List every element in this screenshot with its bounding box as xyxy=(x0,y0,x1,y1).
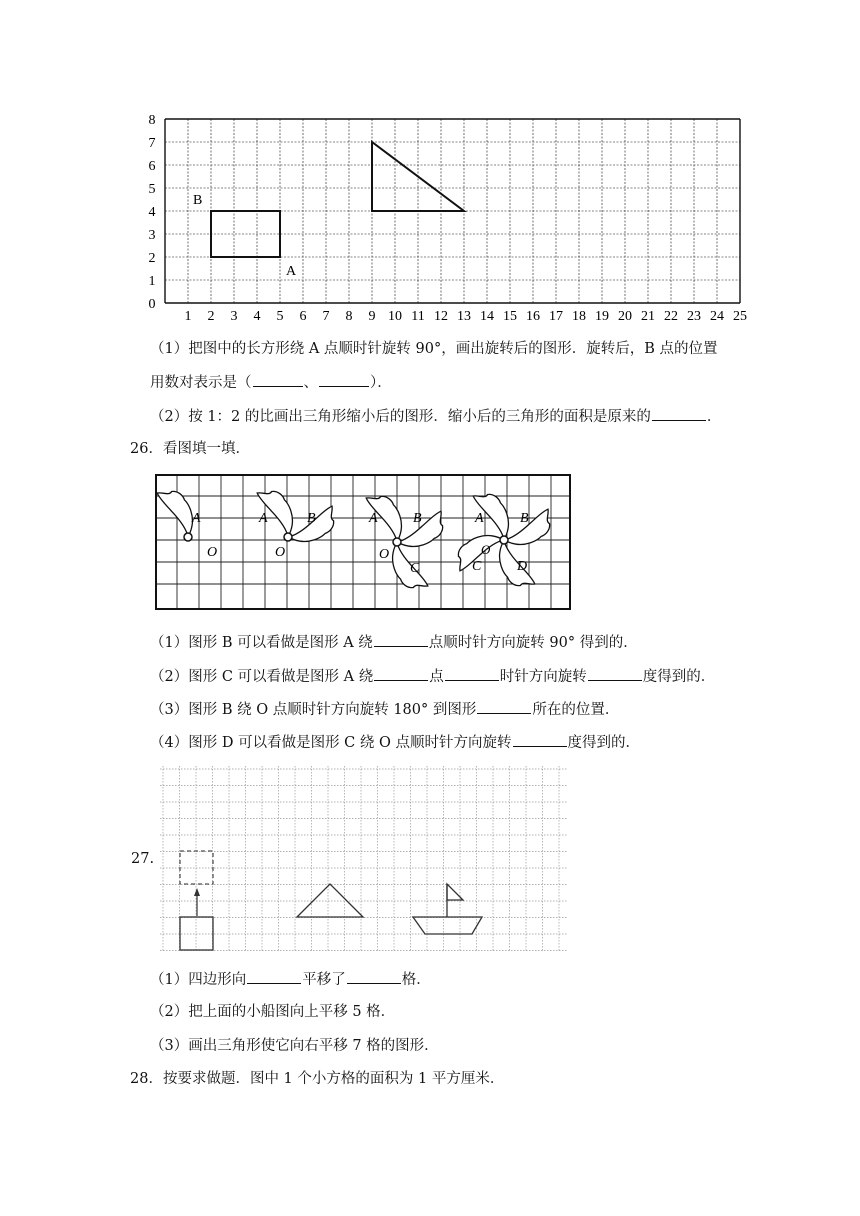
q26-l2-prefix: （2）图形 C 可以看做是图形 A 绕 xyxy=(150,669,374,685)
q26-l3-prefix: （3）图形 B 绕 O 点顺时针方向旋转 180° 到图形 xyxy=(150,702,477,718)
q25-part2-text: （2）按 1：2 的比画出三角形缩小后的图形．缩小后的三角形的面积是原来的 xyxy=(150,409,651,425)
center-o xyxy=(184,533,192,541)
q26-l1-suffix: 点顺时针方向旋转 90° 得到的． xyxy=(428,635,638,651)
q26-l2-mid1: 点 xyxy=(429,669,444,685)
flower2-label-o: O xyxy=(275,545,286,560)
answer-blank[interactable] xyxy=(445,666,499,681)
q25-part1-line2 xyxy=(150,372,392,393)
x-tick-label: 23 xyxy=(687,309,701,324)
flower4-label-a: A xyxy=(475,511,484,526)
x-tick-label: 3 xyxy=(230,309,238,324)
flower2-label-a: A xyxy=(259,511,268,526)
q25-line2-suffix: ）． xyxy=(370,375,392,391)
center-o xyxy=(393,538,401,546)
y-tick-label: 0 xyxy=(148,297,156,312)
q26-part4 xyxy=(150,732,640,753)
q26-l1-prefix: （1）图形 B 可以看做是图形 A 绕 xyxy=(150,635,373,651)
x-tick-label: 7 xyxy=(322,309,330,324)
x-tick-label: 25 xyxy=(733,309,747,324)
x-tick-label: 15 xyxy=(503,309,517,324)
flower3-label-c: C xyxy=(410,561,420,576)
flower1-label-o: O xyxy=(207,545,218,560)
q27-l1-mid: 平移了 xyxy=(302,972,346,988)
x-tick-label: 20 xyxy=(618,309,632,324)
answer-blank-squares[interactable] xyxy=(347,969,401,984)
q26-l2-suffix: 度得到的． xyxy=(642,669,716,685)
x-tick-label: 24 xyxy=(710,309,724,324)
q26-title: 26．看图填一填． xyxy=(130,441,250,457)
q25-part2 xyxy=(150,406,721,427)
q27-l1-prefix: （1）四边形向 xyxy=(150,972,247,988)
flower-rotation-figure xyxy=(155,474,571,610)
q26-l4-prefix: （4）图形 D 可以看做是图形 C 绕 O 点顺时针方向旋转 xyxy=(150,735,512,751)
q26-l4-suffix: 度得到的． xyxy=(567,735,640,751)
answer-blank[interactable] xyxy=(588,666,642,681)
q27-number: 27. xyxy=(131,851,155,867)
triangle-shape xyxy=(297,884,363,917)
flower-group-3 xyxy=(360,494,446,591)
y-tick-label: 5 xyxy=(148,182,156,197)
q25-line2-separator: 、 xyxy=(303,375,318,391)
q27-part1 xyxy=(150,969,431,990)
x-tick-label: 11 xyxy=(411,309,425,324)
translation-grid-figure xyxy=(160,766,568,954)
q28-title: 28．按要求做题．图中 1 个小方格的面积为 1 平方厘米． xyxy=(130,1071,505,1087)
dotted-grid-lines xyxy=(160,766,568,952)
q25-part1-line1: （1）把图中的长方形绕 A 点顺时针旋转 90°，画出旋转后的图形．旋转后，B 点的位置 xyxy=(150,341,718,357)
up-arrow-head xyxy=(194,888,200,896)
q26-part2 xyxy=(150,666,715,687)
quadrilateral-square xyxy=(180,917,213,950)
flower2-label-b: B xyxy=(307,511,316,526)
x-tick-label: 18 xyxy=(572,309,586,324)
q26-l2-mid2: 时针方向旋转 xyxy=(499,669,587,685)
boat-shape xyxy=(413,884,482,934)
coordinate-grid-figure xyxy=(140,108,760,328)
q26-part3 xyxy=(150,699,619,720)
x-tick-label: 10 xyxy=(388,309,402,324)
flower4-label-b: B xyxy=(520,511,529,526)
x-tick-label: 2 xyxy=(207,309,215,324)
petal-a xyxy=(467,492,514,541)
boat-hull xyxy=(413,917,482,934)
x-tick-label: 9 xyxy=(368,309,376,324)
q25-line2-prefix: 用数对表示是（ xyxy=(150,375,252,391)
x-tick-label: 8 xyxy=(345,309,353,324)
answer-blank[interactable] xyxy=(374,666,428,681)
q26-part1 xyxy=(150,632,638,653)
y-tick-label: 7 xyxy=(148,136,156,151)
x-tick-label: 4 xyxy=(253,309,261,324)
x-tick-label: 13 xyxy=(457,309,471,324)
point-a-label: A xyxy=(286,264,297,279)
flower3-label-b: B xyxy=(413,511,422,526)
flower1-label-a: A xyxy=(192,511,201,526)
flower3-label-a: A xyxy=(369,511,378,526)
answer-blank[interactable] xyxy=(513,732,567,747)
y-axis-tick-labels xyxy=(149,113,156,312)
q27-part3: （3）画出三角形使它向右平移 7 格的图形． xyxy=(150,1038,439,1054)
x-tick-label: 19 xyxy=(595,309,609,324)
x-tick-label: 21 xyxy=(641,309,655,324)
x-tick-label: 22 xyxy=(664,309,678,324)
y-tick-label: 1 xyxy=(148,274,156,289)
x-tick-label: 5 xyxy=(276,309,284,324)
x-tick-label: 12 xyxy=(434,309,448,324)
y-tick-label: 6 xyxy=(148,159,156,174)
q27-l1-suffix: 格． xyxy=(401,972,431,988)
flower4-label-o: O xyxy=(481,542,491,557)
y-tick-label: 3 xyxy=(148,228,156,243)
q27-part2: （2）把上面的小船图向上平移 5 格． xyxy=(150,1004,396,1020)
boat-flag xyxy=(447,884,463,900)
x-axis-tick-labels xyxy=(185,309,748,324)
dashed-square xyxy=(180,851,213,884)
y-tick-label: 2 xyxy=(148,251,156,266)
center-o xyxy=(500,536,508,544)
flower3-label-o: O xyxy=(379,547,390,562)
x-tick-label: 16 xyxy=(526,309,540,324)
answer-blank-x[interactable] xyxy=(253,372,303,387)
point-b-label: B xyxy=(193,193,203,208)
answer-blank[interactable] xyxy=(477,699,531,714)
q25-part2-end: ． xyxy=(706,409,722,425)
y-tick-label: 4 xyxy=(148,205,156,220)
flower4-label-d: D xyxy=(517,559,528,574)
x-tick-label: 17 xyxy=(549,309,563,324)
center-o xyxy=(284,533,292,541)
flower4-label-c: C xyxy=(472,559,482,574)
answer-blank-direction[interactable] xyxy=(247,969,301,984)
x-tick-label: 6 xyxy=(299,309,307,324)
x-tick-label: 1 xyxy=(184,309,192,324)
q26-l3-suffix: 所在的位置． xyxy=(532,702,620,718)
answer-blank-area-ratio[interactable] xyxy=(652,406,706,421)
answer-blank[interactable] xyxy=(374,632,428,647)
answer-blank-y[interactable] xyxy=(319,372,369,387)
x-tick-label: 14 xyxy=(480,309,494,324)
y-tick-label: 8 xyxy=(148,113,156,128)
